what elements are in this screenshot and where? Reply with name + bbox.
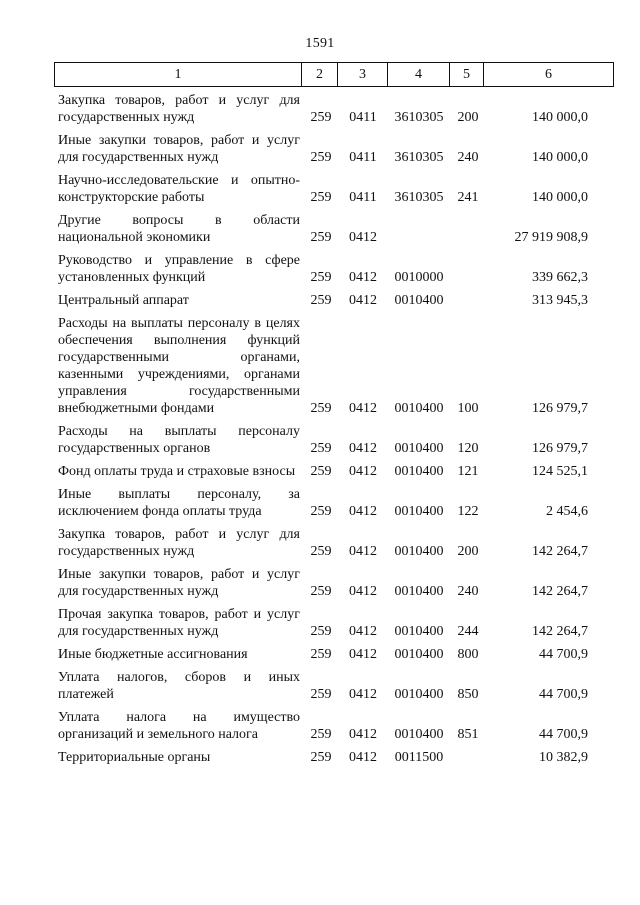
table-row [58,315,588,417]
row-amount: 126 979,7 [532,441,588,456]
table-row [58,92,588,126]
row-code-4: 3610305 [394,190,444,205]
row-code-2: 259 [310,401,332,416]
row-code-2: 259 [310,624,332,639]
row-code-5: 240 [457,584,479,599]
row-code-2: 259 [310,504,332,519]
table-row [58,212,588,246]
table-body [58,92,588,772]
header-cell-3: 3 [338,63,388,86]
row-description: Фонд оплаты труда и страховые взносы [58,464,296,479]
header-cell-6: 6 [545,67,552,82]
row-code-2: 259 [310,727,332,742]
row-code-2: 259 [310,464,332,479]
header-cell-4: 4 [388,63,450,86]
table-row [58,606,588,640]
row-amount: 142 264,7 [532,624,588,639]
row-code-5: 122 [457,504,479,519]
row-description: Территориальные органы [58,750,211,765]
row-description: Научно-исследовательские и опытно-конструкторские работы [58,173,300,205]
row-code-4: 0010400 [394,441,444,456]
row-amount: 140 000,0 [532,190,588,205]
row-code-3: 0412 [349,687,377,702]
table-row [58,252,588,286]
row-description: Закупка товаров, работ и услуг для государственных нужд [58,93,300,125]
table-row [58,172,588,206]
row-code-4: 0010400 [394,464,444,479]
table-row [58,709,588,743]
row-code-2: 259 [310,584,332,599]
row-code-3: 0412 [349,230,377,245]
table-row [58,132,588,166]
page-number: 1591 [305,36,335,51]
table-row [58,566,588,600]
row-code-3: 0412 [349,504,377,519]
row-code-3: 0412 [349,647,377,662]
row-code-2: 259 [310,687,332,702]
row-description: Закупка товаров, работ и услуг для государственных нужд [58,527,300,559]
row-code-3: 0411 [349,110,377,125]
row-amount: 126 979,7 [532,401,588,416]
row-code-5: 100 [457,401,479,416]
row-description: Центральный аппарат [58,293,189,308]
row-amount: 44 700,9 [539,727,588,742]
row-code-5: 244 [457,624,479,639]
table-row [58,646,588,663]
row-code-5: 851 [457,727,479,742]
table-row [58,486,588,520]
table-row [58,292,588,309]
row-code-3: 0412 [349,544,377,559]
row-code-3: 0412 [349,441,377,456]
row-code-3: 0412 [349,401,377,416]
row-description: Руководство и управление в сфере установленных функций [58,253,300,285]
row-code-4: 0010000 [394,270,444,285]
row-code-5: 800 [457,647,479,662]
row-description: Расходы на выплаты персоналу в целях обеспечения выполнения функций государственными органами, казенными учреждениями, органами управления государственными внебюджетными фондами [58,316,300,416]
row-code-5: 200 [457,544,479,559]
row-code-5: 121 [457,464,479,479]
row-amount: 27 919 908,9 [514,230,588,245]
row-code-2: 259 [310,270,332,285]
row-description: Уплата налогов, сборов и иных платежей [58,670,300,702]
row-code-4: 0011500 [394,750,444,765]
row-amount: 44 700,9 [539,687,588,702]
row-description: Иные закупки товаров, работ и услуг для государственных нужд [58,567,300,599]
row-code-3: 0412 [349,270,377,285]
row-amount: 142 264,7 [532,544,588,559]
row-description: Иные бюджетные ассигнования [58,647,248,662]
row-code-2: 259 [310,647,332,662]
row-code-5: 240 [457,150,479,165]
row-description: Прочая закупка товаров, работ и услуг для государственных нужд [58,607,300,639]
row-code-5: 850 [457,687,479,702]
row-amount: 140 000,0 [532,110,588,125]
row-description: Расходы на выплаты персоналу государственных органов [58,424,300,456]
row-code-2: 259 [310,150,332,165]
table-row [58,749,588,766]
row-code-2: 259 [310,441,332,456]
row-code-2: 259 [310,110,332,125]
row-amount: 44 700,9 [539,647,588,662]
row-code-4: 0010400 [394,687,444,702]
row-code-4: 0010400 [394,544,444,559]
row-code-4: 3610305 [394,110,444,125]
row-description: Уплата налога на имущество организаций и земельного налога [58,710,300,742]
row-code-2: 259 [310,544,332,559]
row-code-4: 0010400 [394,504,444,519]
table-row [58,423,588,457]
row-amount: 339 662,3 [532,270,588,285]
row-code-4: 0010400 [394,584,444,599]
row-amount: 2 454,6 [546,504,588,519]
row-code-4: 3610305 [394,150,444,165]
row-code-4: 0010400 [394,647,444,662]
row-code-2: 259 [310,190,332,205]
row-amount: 142 264,7 [532,584,588,599]
row-code-3: 0411 [349,150,377,165]
table-row [58,669,588,703]
table-row [58,463,588,480]
header-cell-5: 5 [450,63,484,86]
row-code-5: 241 [457,190,479,205]
row-code-3: 0412 [349,584,377,599]
row-code-2: 259 [310,750,332,765]
row-amount: 313 945,3 [532,293,588,308]
row-code-4: 0010400 [394,401,444,416]
row-code-3: 0412 [349,727,377,742]
row-amount: 124 525,1 [532,464,588,479]
row-code-3: 0412 [349,750,377,765]
row-code-4: 0010400 [394,293,444,308]
header-cell-1: 1 [55,63,302,86]
row-code-3: 0412 [349,293,377,308]
row-code-2: 259 [310,230,332,245]
row-code-5: 120 [457,441,479,456]
row-description: Иные выплаты персоналу, за исключением фонда оплаты труда [58,487,300,519]
row-description: Другие вопросы в области национальной экономики [58,213,300,245]
row-amount: 10 382,9 [539,750,588,765]
table-header [54,62,614,87]
row-code-3: 0412 [349,464,377,479]
table-row [58,526,588,560]
row-code-5: 200 [457,110,479,125]
header-cell-2: 2 [302,63,338,86]
row-description: Иные закупки товаров, работ и услуг для государственных нужд [58,133,300,165]
row-code-4: 0010400 [394,727,444,742]
row-code-3: 0411 [349,190,377,205]
row-code-2: 259 [310,293,332,308]
row-code-3: 0412 [349,624,377,639]
row-code-4: 0010400 [394,624,444,639]
row-amount: 140 000,0 [532,150,588,165]
